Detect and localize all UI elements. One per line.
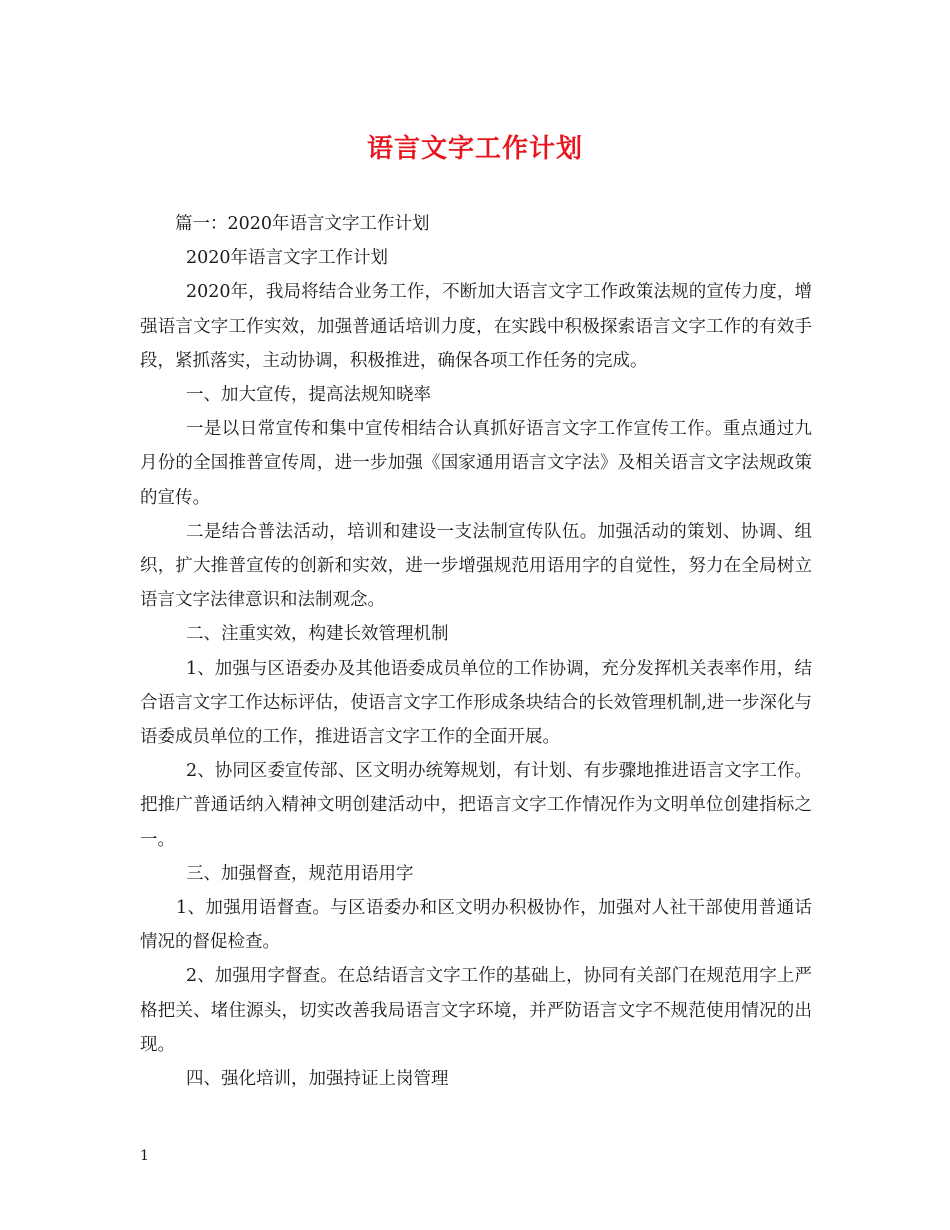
paragraph: 二是结合普法活动，培训和建设一支法制宣传队伍。加强活动的策划、协调、组织，扩大推普宣传的创新和实效，进一步增强规范用语用字的自觉性，努力在全局树立语言文字法律意识和法制观念。 bbox=[140, 521, 812, 611]
section-heading: 三、加强督查，规范用语用字 bbox=[186, 863, 414, 884]
document-body bbox=[140, 207, 812, 1096]
section-heading: 一、加大宣传，提高法规知晓率 bbox=[186, 385, 431, 406]
page-number: 1 bbox=[140, 1148, 149, 1164]
paragraph: 一是以日常宣传和集中宣传相结合认真抓好语言文字工作宣传工作。重点通过九月份的全国推普宣传周，进一步加强《国家通用语言文字法》及相关语言文字法规政策的宣传。 bbox=[140, 419, 812, 508]
paragraph: 篇一：2020年语言文字工作计划 bbox=[175, 214, 430, 234]
section-heading: 四、强化培训，加强持证上岗管理 bbox=[186, 1069, 449, 1090]
document-title: 语言文字工作计划 bbox=[366, 134, 583, 164]
section-heading: 二、注重实效，构建长效管理机制 bbox=[186, 624, 449, 645]
paragraph: 1、加强用语督查。与区语委办和区文明办积极协作，加强对人社干部使用普通话情况的督促检查。 bbox=[140, 898, 812, 953]
paragraph: 2、协同区委宣传部、区文明办统筹规划，有计划、有步骤地推进语言文字工作。把推广普通话纳入精神文明创建活动中，把语言文字工作情况作为文明单位创建指标之一。 bbox=[140, 761, 812, 850]
paragraph: 2020年语言文字工作计划 bbox=[186, 248, 389, 269]
paragraph: 1、加强与区语委办及其他语委成员单位的工作协调，充分发挥机关表率作用，结合语言文字工作达标评估，使语言文字工作形成条块结合的长效管理机制,进一步深化与语委成员单位的工作，推进语言文字工作的全面开展。 bbox=[140, 658, 812, 748]
paragraph: 2020年，我局将结合业务工作，不断加大语言文字工作政策法规的宣传力度，增强语言文字工作实效，加强普通话培训力度，在实践中积极探索语言文字工作的有效手段，紧抓落实，主动协调，积极推进，确保各项工作任务的完成。 bbox=[140, 282, 812, 371]
paragraph: 2、加强用字督查。在总结语言文字工作的基础上，协同有关部门在规范用字上严格把关、堵住源头，切实改善我局语言文字环境，并严防语言文字不规范使用情况的出现。 bbox=[140, 966, 812, 1055]
